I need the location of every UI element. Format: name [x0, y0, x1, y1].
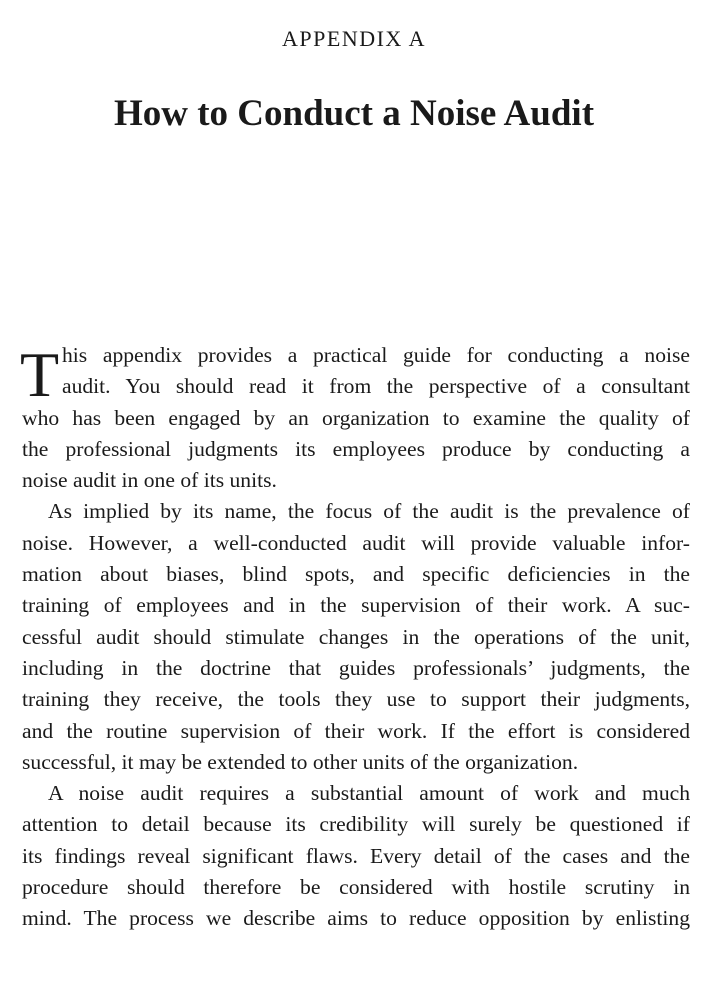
paragraph — [22, 496, 690, 778]
text-line: audit. You should read it from the perspective of a consultant — [62, 374, 690, 399]
text-line: cessful audit should stimulate changes in the operations of the unit, — [22, 624, 690, 649]
text-line: mind. The process we describe aims to reduce opposition by enlisting — [22, 906, 690, 931]
text-line: its findings reveal significant flaws. Every detail of the cases and the — [22, 843, 690, 868]
text-line: As implied by its name, the focus of the audit is the prevalence of — [48, 499, 690, 524]
body-text — [22, 340, 690, 935]
appendix-label: APPENDIX A — [282, 26, 426, 51]
text-line: successful, it may be extended to other units of the organization. — [22, 749, 579, 774]
text-line: noise audit in one of its units. — [22, 468, 277, 493]
text-line: noise. However, a well-conducted audit will provide valuable infor- — [22, 530, 690, 555]
drop-cap: T — [20, 339, 60, 410]
text-line: and the routine supervision of their work. If the effort is considered — [22, 718, 690, 743]
text-line: training they receive, the tools they use to support their judgments, — [22, 687, 690, 712]
text-line: his appendix provides a practical guide for conducting a noise — [62, 343, 690, 367]
text-line: the professional judgments its employees produce by conducting a — [22, 436, 690, 461]
text-line: A noise audit requires a substantial amount of work and much — [48, 781, 690, 806]
chapter-title: How to Conduct a Noise Audit — [113, 93, 595, 134]
text-line: mation about biases, blind spots, and specific deficiencies in the — [22, 562, 690, 587]
text-line: attention to detail because its credibility will surely be questioned if — [22, 812, 690, 837]
text-line: training of employees and in the supervision of their work. A suc- — [22, 593, 690, 618]
paragraph — [22, 778, 690, 934]
text-line: procedure should therefore be considered with hostile scrutiny in — [22, 875, 690, 900]
text-line: who has been engaged by an organization to examine the quality of — [22, 405, 690, 430]
text-line: including in the doctrine that guides professionals’ judgments, the — [22, 655, 690, 680]
paragraph — [22, 340, 690, 496]
